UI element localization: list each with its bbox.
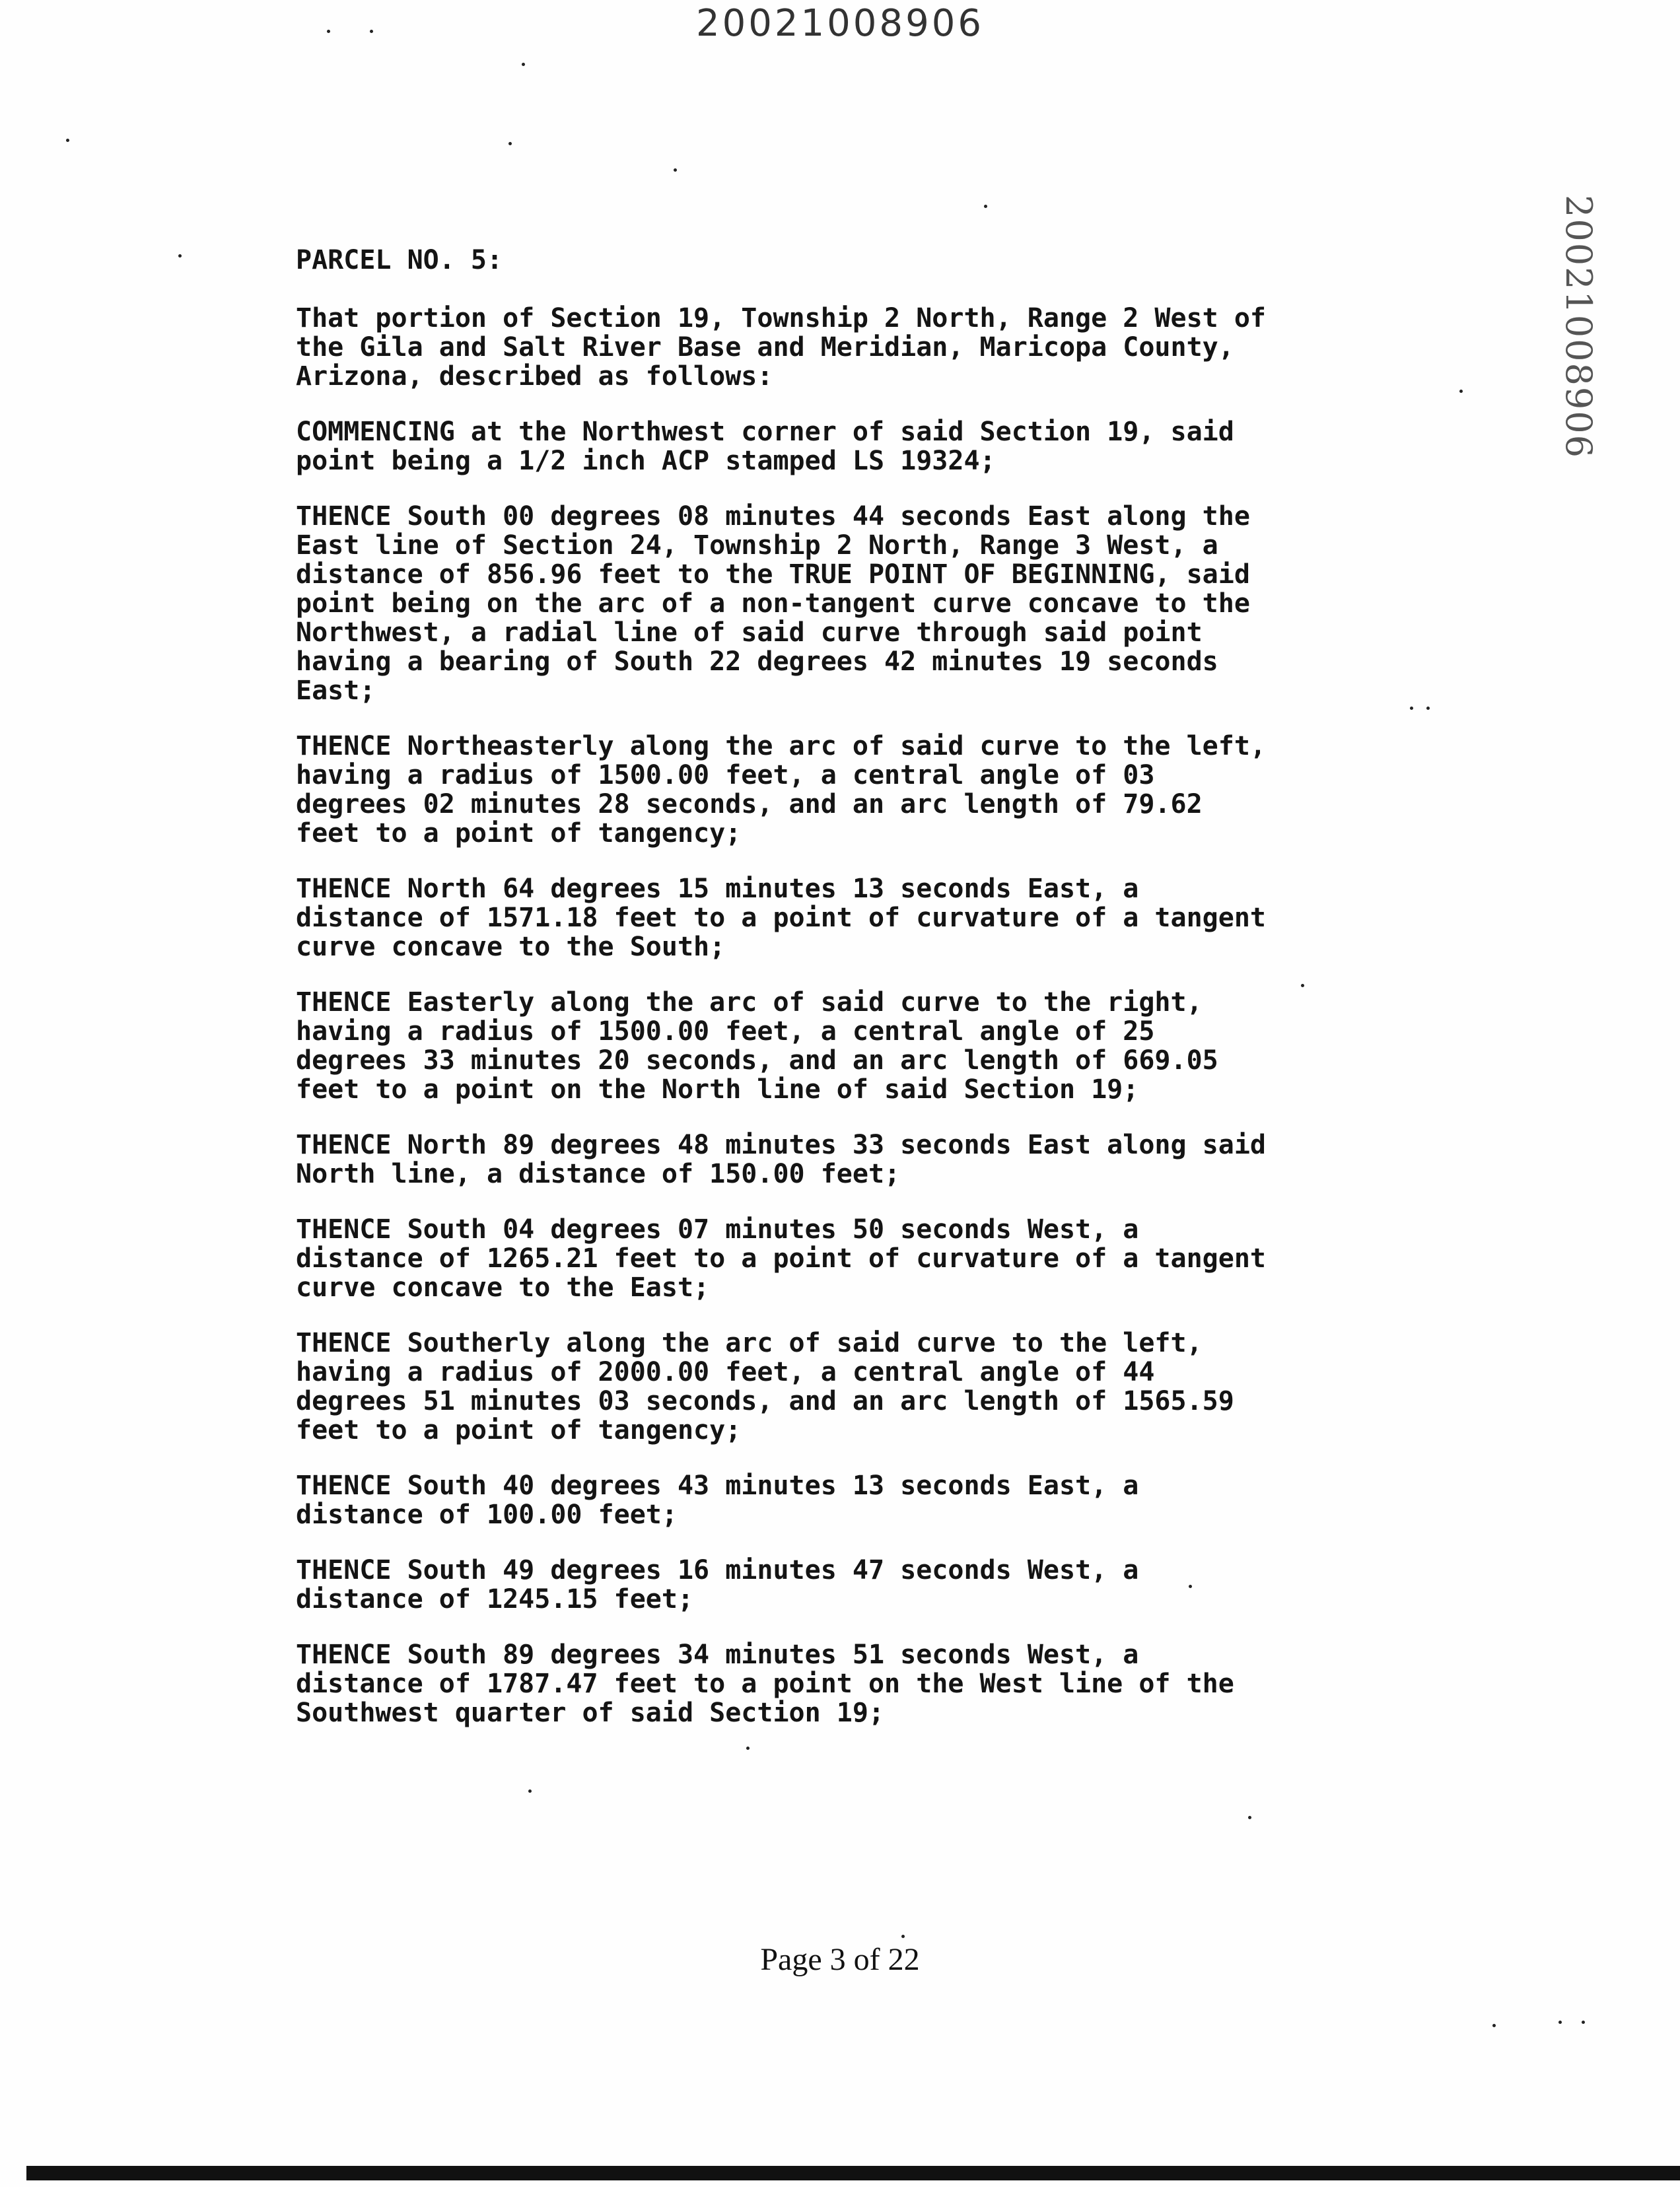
text-line: distance of 1787.47 feet to a point on the West line of the bbox=[296, 1669, 1234, 1699]
scan-speck bbox=[901, 1935, 905, 1938]
text-line: the Gila and Salt River Base and Meridian, Maricopa County, bbox=[296, 332, 1234, 363]
text-line: distance of 100.00 feet; bbox=[296, 1500, 678, 1530]
text-line: COMMENCING at the Northwest corner of said Section 19, said bbox=[296, 417, 1234, 447]
text-line: point being on the arc of a non-tangent curve concave to the bbox=[296, 588, 1250, 619]
text-line: Northwest, a radial line of said curve through said point bbox=[296, 617, 1203, 648]
text-line: East line of Section 24, Township 2 North, Range 3 West, a bbox=[296, 530, 1218, 561]
scan-speck bbox=[674, 168, 677, 172]
scan-speck bbox=[508, 142, 512, 145]
text-line: East; bbox=[296, 676, 376, 706]
text-line: Arizona, described as follows: bbox=[296, 361, 773, 392]
text-line: feet to a point on the North line of said Section 19; bbox=[296, 1074, 1139, 1105]
text-line: having a radius of 1500.00 feet, a central angle of 25 bbox=[296, 1016, 1155, 1047]
text-line: curve concave to the South; bbox=[296, 932, 726, 962]
scan-speck bbox=[1558, 2021, 1562, 2024]
side-recording-stamp: 20021008906 bbox=[1558, 195, 1599, 459]
scan-speck bbox=[1410, 707, 1413, 710]
parcel-heading: PARCEL NO. 5: bbox=[296, 245, 503, 275]
text-line: THENCE South 40 degrees 43 minutes 13 seconds East, a bbox=[296, 1471, 1139, 1501]
scan-speck bbox=[370, 30, 373, 33]
text-line: degrees 33 minutes 20 seconds, and an arc length of 669.05 bbox=[296, 1045, 1218, 1076]
scan-speck bbox=[984, 205, 987, 208]
scan-speck bbox=[522, 63, 525, 66]
text-line: feet to a point of tangency; bbox=[296, 818, 742, 849]
paragraph-course-4 bbox=[296, 988, 1452, 1104]
scan-speck bbox=[1459, 390, 1463, 393]
paragraph-course-10 bbox=[296, 1640, 1452, 1727]
text-line: Southwest quarter of said Section 19; bbox=[296, 1698, 885, 1728]
legal-description bbox=[296, 246, 1452, 1754]
scan-speck bbox=[66, 139, 69, 142]
text-line: That portion of Section 19, Township 2 North, Range 2 West of bbox=[296, 303, 1267, 333]
scan-speck bbox=[1426, 707, 1430, 710]
text-line: degrees 02 minutes 28 seconds, and an arc length of 79.62 bbox=[296, 789, 1203, 819]
text-line: degrees 51 minutes 03 seconds, and an arc length of 1565.59 bbox=[296, 1386, 1234, 1416]
text-line: THENCE Southerly along the arc of said curve to the left, bbox=[296, 1328, 1203, 1358]
paragraph-course-8 bbox=[296, 1471, 1452, 1529]
scan-speck bbox=[1492, 2024, 1496, 2027]
text-line: THENCE Easterly along the arc of said curve to the right, bbox=[296, 987, 1203, 1018]
paragraph-course-3 bbox=[296, 874, 1452, 961]
scan-border-bar bbox=[26, 2166, 1680, 2180]
text-line: THENCE North 64 degrees 15 minutes 13 seconds East, a bbox=[296, 874, 1139, 904]
paragraph-course-7 bbox=[296, 1329, 1452, 1445]
paragraph-intro bbox=[296, 304, 1452, 391]
paragraph-course-5 bbox=[296, 1130, 1452, 1189]
recording-number: 20021008906 bbox=[696, 2, 984, 45]
scan-speck bbox=[1301, 984, 1304, 987]
text-line: having a radius of 2000.00 feet, a central angle of 44 bbox=[296, 1357, 1155, 1387]
paragraph-course-6 bbox=[296, 1215, 1452, 1302]
text-line: THENCE South 89 degrees 34 minutes 51 seconds West, a bbox=[296, 1640, 1139, 1670]
text-line: THENCE South 00 degrees 08 minutes 44 seconds East along the bbox=[296, 501, 1250, 532]
text-line: feet to a point of tangency; bbox=[296, 1415, 742, 1445]
text-line: distance of 1265.21 feet to a point of curvature of a tangent bbox=[296, 1243, 1267, 1274]
text-line: having a radius of 1500.00 feet, a central angle of 03 bbox=[296, 760, 1155, 790]
scan-speck bbox=[178, 254, 182, 258]
text-line: North line, a distance of 150.00 feet; bbox=[296, 1159, 901, 1189]
paragraph-commencing bbox=[296, 417, 1452, 475]
text-line: THENCE South 04 degrees 07 minutes 50 seconds West, a bbox=[296, 1214, 1139, 1245]
text-line: curve concave to the East; bbox=[296, 1272, 710, 1303]
text-line: distance of 1245.15 feet; bbox=[296, 1584, 694, 1614]
text-line: having a bearing of South 22 degrees 42 minutes 19 seconds bbox=[296, 646, 1218, 677]
text-line: THENCE Northeasterly along the arc of said curve to the left, bbox=[296, 731, 1267, 761]
scan-speck bbox=[1189, 1585, 1192, 1588]
paragraph-course-1 bbox=[296, 502, 1452, 705]
scan-speck bbox=[327, 30, 330, 33]
paragraph-course-2 bbox=[296, 732, 1452, 848]
scan-speck bbox=[1582, 2021, 1585, 2024]
scan-speck bbox=[528, 1789, 532, 1793]
paragraph-course-9 bbox=[296, 1556, 1452, 1614]
text-line: THENCE North 89 degrees 48 minutes 33 seconds East along said bbox=[296, 1130, 1267, 1160]
text-line: point being a 1/2 inch ACP stamped LS 19324; bbox=[296, 446, 996, 476]
text-line: THENCE South 49 degrees 16 minutes 47 seconds West, a bbox=[296, 1555, 1139, 1585]
scan-speck bbox=[1248, 1816, 1251, 1819]
text-line: distance of 856.96 feet to the TRUE POINT OF BEGINNING, said bbox=[296, 559, 1250, 590]
page-number: Page 3 of 22 bbox=[760, 1942, 920, 1977]
text-line: distance of 1571.18 feet to a point of curvature of a tangent bbox=[296, 903, 1267, 933]
scan-speck bbox=[746, 1747, 750, 1750]
